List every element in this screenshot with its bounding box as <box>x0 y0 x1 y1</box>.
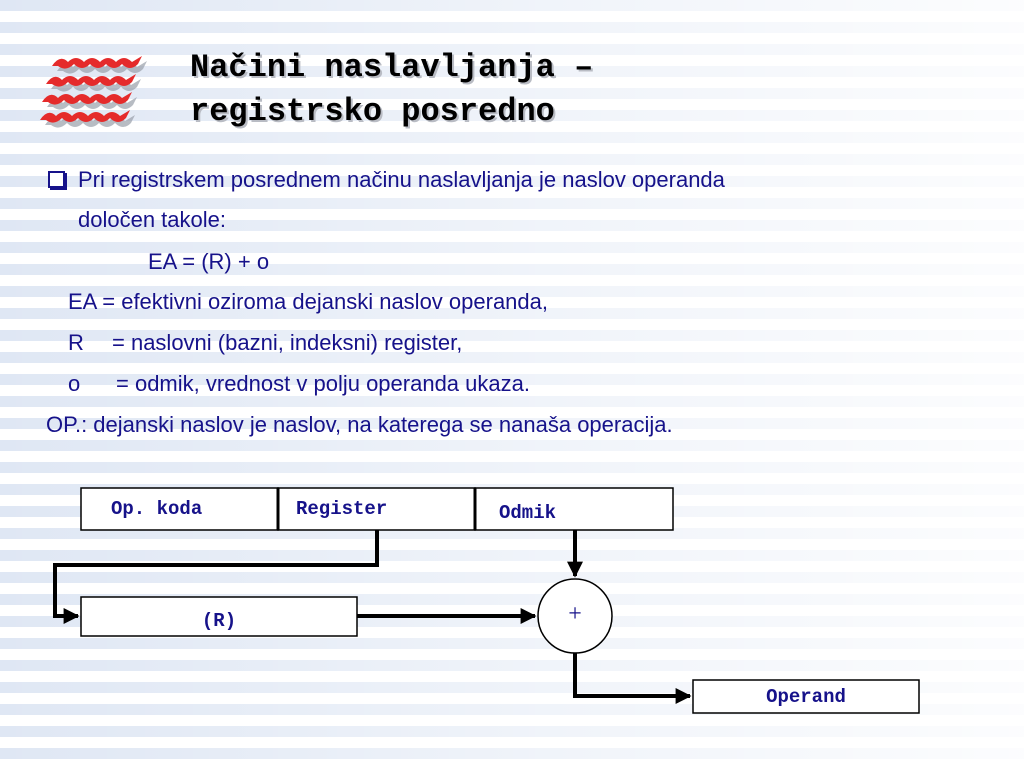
slide-title-line2: registrsko posredno <box>190 93 555 130</box>
opcode-label: Op. koda <box>111 498 203 520</box>
adder-to-operand-arrow <box>575 653 690 696</box>
note-line: OP.: dejanski naslov je naslov, na katerega se nanaša operacija. <box>46 412 673 437</box>
definition-r-symbol: R <box>68 330 84 355</box>
register-contents-label: (R) <box>201 610 237 632</box>
adder-symbol: + <box>568 601 582 627</box>
definition-o-symbol: o <box>68 371 81 396</box>
slide-title-line1: Načini naslavljanja – <box>190 49 594 86</box>
addressing-diagram <box>0 470 1024 768</box>
offset-label: Odmik <box>499 502 557 524</box>
checkbox-bullet-icon <box>48 171 65 188</box>
intro-line1: Pri registrskem posrednem načinu naslavljanja je naslov operanda <box>78 167 725 192</box>
operand-label: Operand <box>766 686 846 708</box>
definition-r-text: = naslovni (bazni, indeksni) register, <box>112 330 463 355</box>
definition-ea: EA = efektivni oziroma dejanski naslov operanda, <box>68 289 549 314</box>
intro-line2: določen takole: <box>78 207 226 232</box>
register-label: Register <box>296 498 388 520</box>
formula: EA = (R) + o <box>148 249 270 274</box>
definition-o-text: = odmik, vrednost v polju operanda ukaza. <box>116 371 530 396</box>
